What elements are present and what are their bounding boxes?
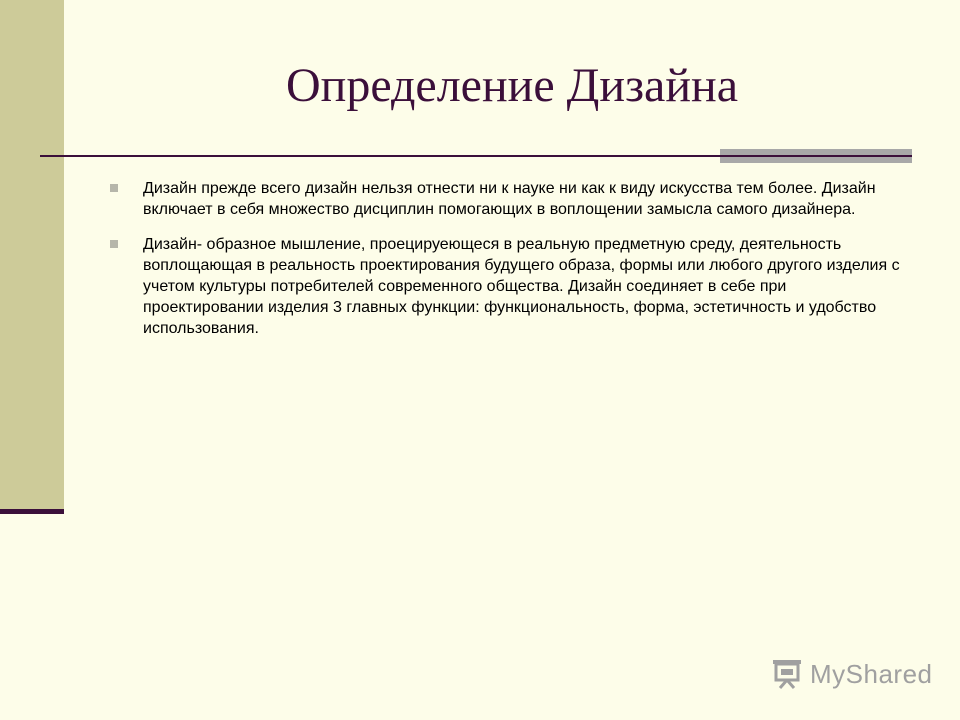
bullet-text: Дизайн прежде всего дизайн нельзя отнести ни к науке ни как к виду искусства тем более. Дизайн включает в себя множество дисциплин помогающих в воплощении замысла самого дизайнера. (143, 180, 876, 218)
title-divider-accent (720, 149, 912, 163)
square-bullet-icon (110, 240, 118, 248)
left-decor-underline (0, 509, 64, 514)
slide-title: Определение Дизайна (285, 59, 739, 112)
left-decor-bar (0, 0, 64, 510)
bullet-list (108, 178, 908, 353)
watermark-logo (770, 656, 933, 692)
projector-screen-icon (770, 657, 804, 691)
list-item (108, 178, 908, 220)
list-item (108, 234, 908, 339)
bullet-text: Дизайн- образное мышление, проецируеющеся в реальную предметную среду, деятельность воплощающая в реальность проектирования будущего образа, формы или любого другого изделия с учетом культуры потребителей современного общества. Дизайн соединяет в себе при проектировании изделия 3 главных функции: функциональность, форма, эстетичность и удобство использования. (143, 236, 900, 337)
watermark-text: MyShared (810, 658, 933, 689)
square-bullet-icon (110, 184, 118, 192)
